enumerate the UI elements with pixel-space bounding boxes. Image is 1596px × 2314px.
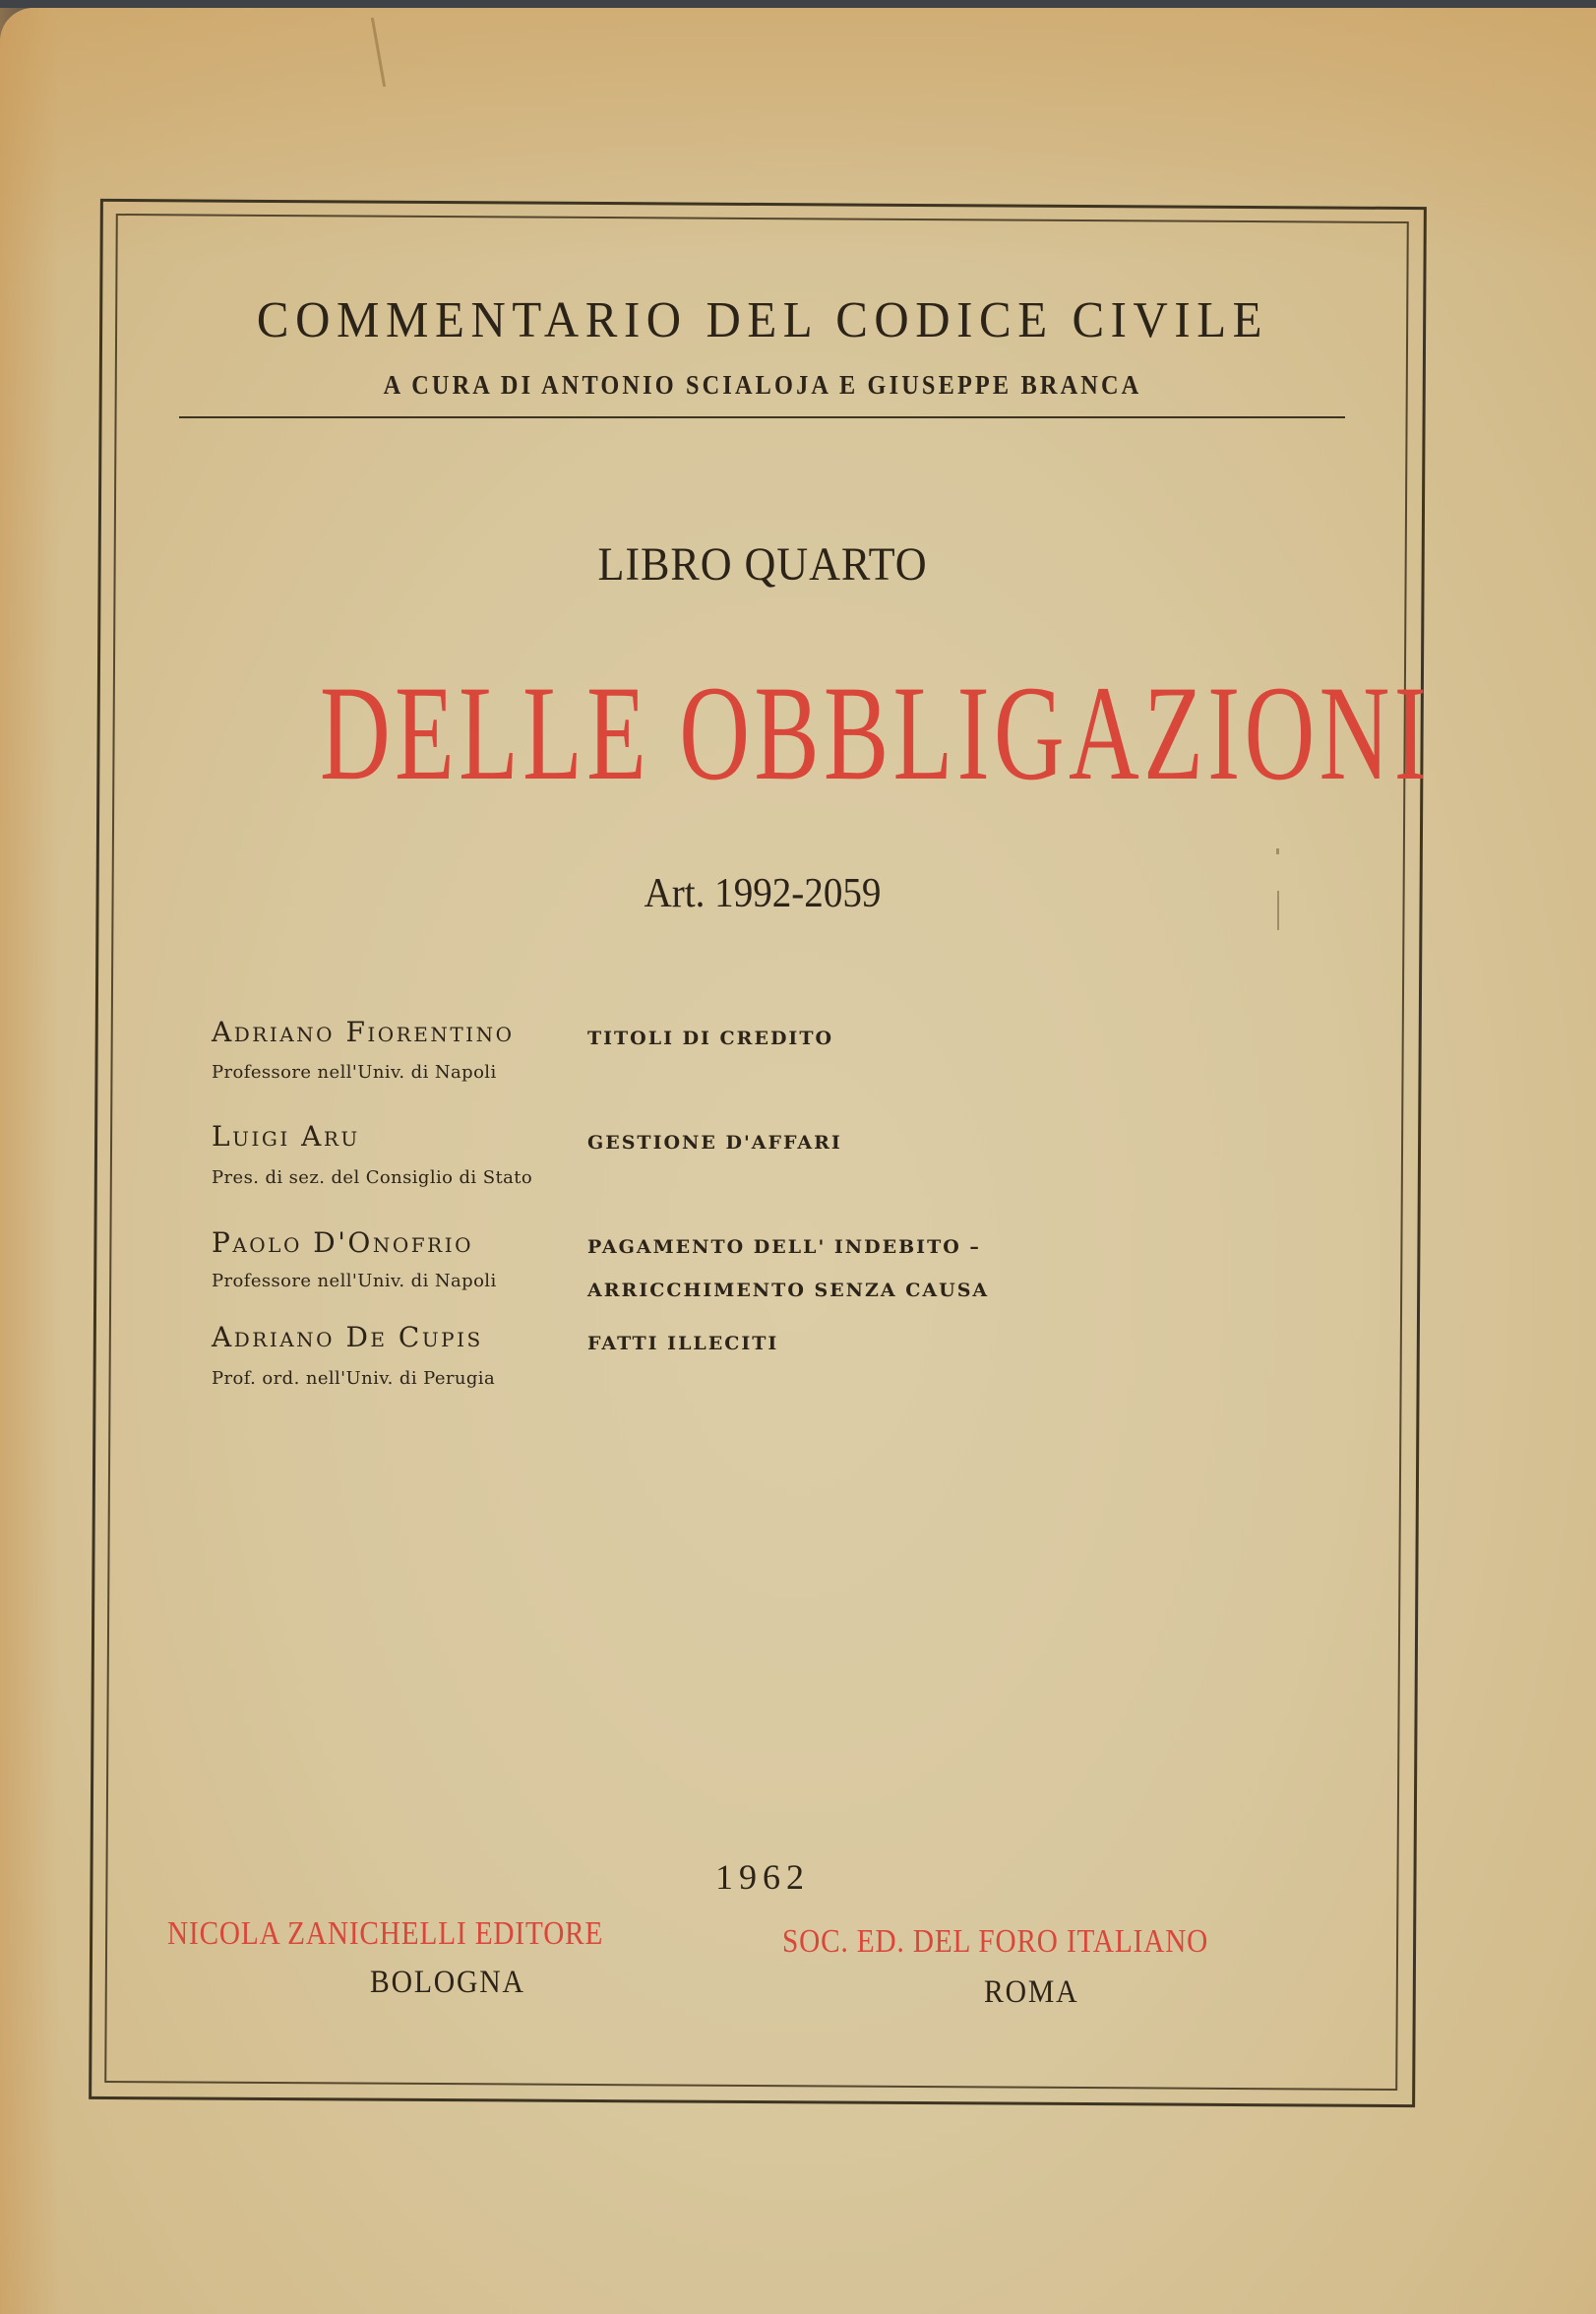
- publisher-name: SOC. ED. DEL FORO ITALIANO: [782, 1923, 1209, 1960]
- author-topic: PAGAMENTO DELL' INDEBITO –: [587, 1236, 981, 1258]
- stray-mark: [1277, 891, 1279, 930]
- main-title: DELLE OBBLIGAZIONI: [319, 657, 1432, 808]
- author-affiliation: Prof. ord. nell'Univ. di Perugia: [212, 1368, 496, 1389]
- publication-year: 1962: [715, 1857, 810, 1897]
- author-name: Paolo D'Onofrio: [212, 1226, 473, 1259]
- author-topic: ARRICCHIMENTO SENZA CAUSA: [587, 1280, 990, 1301]
- author-name: Adriano Fiorentino: [212, 1016, 515, 1048]
- author-affiliation: Professore nell'Univ. di Napoli: [212, 1062, 497, 1083]
- article-range: Art. 1992-2059: [644, 871, 882, 916]
- author-name: Luigi Aru: [212, 1120, 360, 1153]
- author-topic: FATTI ILLECITI: [587, 1333, 779, 1354]
- series-title: COMMENTARIO DEL CODICE CIVILE: [256, 292, 1269, 348]
- publisher-city: ROMA: [984, 1974, 1079, 2010]
- author-topic: TITOLI DI CREDITO: [587, 1028, 834, 1049]
- paper-crease: [371, 18, 401, 87]
- author-affiliation: Pres. di sez. del Consiglio di Stato: [212, 1167, 533, 1188]
- author-name: Adriano De Cupis: [212, 1321, 483, 1353]
- series-editors: A CURA DI ANTONIO SCIALOJA E GIUSEPPE BRANCA: [383, 370, 1142, 400]
- publisher-city: BOLOGNA: [370, 1965, 525, 2000]
- author-topic: GESTIONE D'AFFARI: [587, 1132, 842, 1154]
- publisher-name: NICOLA ZANICHELLI EDITORE: [167, 1915, 604, 1952]
- book-label: LIBRO QUARTO: [597, 538, 928, 591]
- author-affiliation: Professore nell'Univ. di Napoli: [212, 1271, 497, 1291]
- stray-mark: [1276, 848, 1279, 854]
- header-rule: [179, 416, 1345, 418]
